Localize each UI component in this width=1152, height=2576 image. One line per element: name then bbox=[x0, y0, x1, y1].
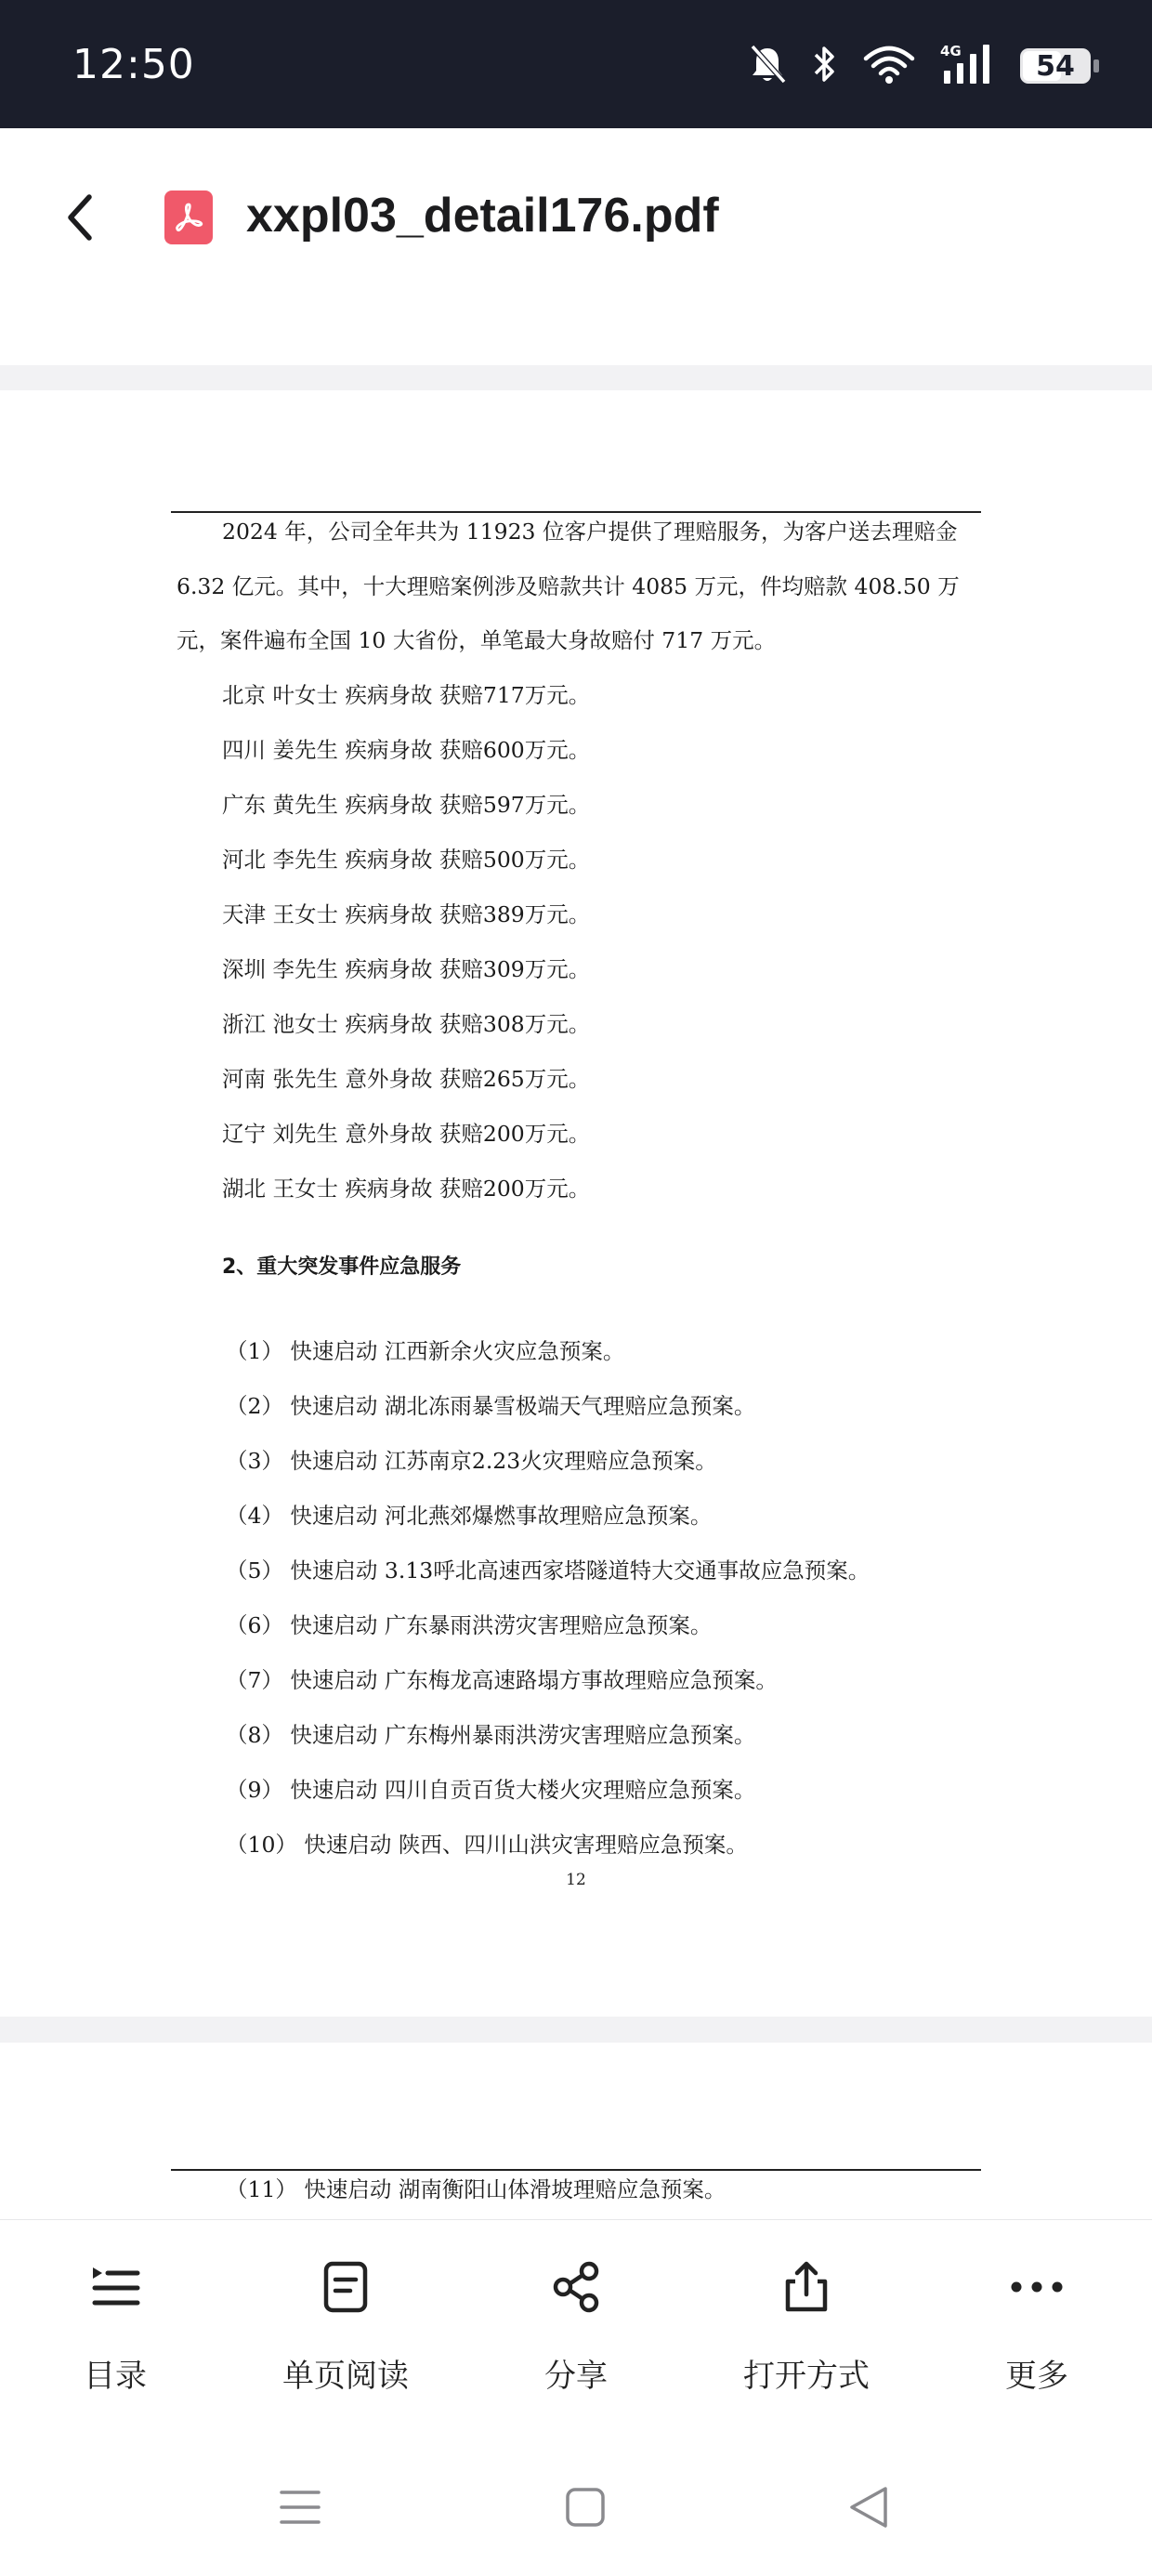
case-item: 浙江 池女士 疾病身故 获赔308万元。 bbox=[222, 1011, 591, 1037]
file-title: xxpl03_detail176.pdf bbox=[246, 189, 719, 243]
plan-item: （4） 快速启动 河北燕郊爆燃事故理赔应急预案。 bbox=[226, 1503, 713, 1529]
page-icon bbox=[318, 2259, 373, 2315]
plan-item: （10） 快速启动 陕西、四川山洪灾害理赔应急预案。 bbox=[226, 1832, 748, 1858]
toolbar-label: 打开方式 bbox=[743, 2358, 870, 2395]
bell-off-icon bbox=[747, 43, 788, 89]
toolbar-label: 分享 bbox=[544, 2358, 608, 2395]
open-with-button[interactable] bbox=[704, 2220, 909, 2434]
single-page-button[interactable] bbox=[243, 2220, 448, 2434]
plan-item: （1） 快速启动 江西新余火灾应急预案。 bbox=[226, 1338, 625, 1364]
system-nav-bar bbox=[0, 2433, 1152, 2576]
pdf-viewer[interactable] bbox=[0, 365, 1152, 2224]
back-button[interactable] bbox=[56, 189, 104, 246]
toolbar-label: 单页阅读 bbox=[282, 2358, 409, 2395]
section-heading: 2、重大突发事件应急服务 bbox=[222, 1255, 462, 1279]
open-with-icon bbox=[779, 2259, 834, 2315]
list-icon bbox=[87, 2259, 143, 2315]
status-time: 12:50 bbox=[72, 41, 195, 88]
plan-item: （5） 快速启动 3.13呼北高速西家塔隧道特大交通事故应急预案。 bbox=[226, 1557, 871, 1584]
header-rule bbox=[171, 511, 981, 513]
plan-item: （7） 快速启动 广东梅龙高速路塌方事故理赔应急预案。 bbox=[226, 1667, 778, 1693]
system-back-button[interactable] bbox=[841, 2479, 897, 2535]
plan-item: （8） 快速启动 广东梅州暴雨洪涝灾害理赔应急预案。 bbox=[226, 1722, 756, 1748]
home-icon bbox=[565, 2487, 606, 2528]
case-item: 北京 叶女士 疾病身故 获赔717万元。 bbox=[222, 682, 591, 708]
case-item: 湖北 王女士 疾病身故 获赔200万元。 bbox=[222, 1176, 591, 1202]
toc-button[interactable] bbox=[13, 2220, 217, 2434]
more-button[interactable] bbox=[935, 2220, 1139, 2434]
plan-item: （6） 快速启动 广东暴雨洪涝灾害理赔应急预案。 bbox=[226, 1612, 713, 1638]
svg-text:4G: 4G bbox=[940, 43, 962, 59]
status-bar bbox=[0, 0, 1152, 128]
share-icon bbox=[548, 2259, 604, 2315]
case-item: 河北 李先生 疾病身故 获赔500万元。 bbox=[222, 847, 591, 873]
status-icons bbox=[747, 43, 1091, 89]
home-button[interactable] bbox=[557, 2479, 613, 2535]
bottom-toolbar bbox=[0, 2219, 1152, 2434]
plan-item: （2） 快速启动 湖北冻雨暴雪极端天气理赔应急预案。 bbox=[226, 1393, 756, 1419]
case-item: 天津 王女士 疾病身故 获赔389万元。 bbox=[222, 901, 591, 927]
bluetooth-icon bbox=[812, 43, 838, 89]
back-arrow-icon bbox=[63, 193, 97, 242]
intro-line: 元，案件遍布全国 10 大省份，单笔最大身故赔付 717 万元。 bbox=[177, 627, 777, 653]
plan-item: （3） 快速启动 江苏南京2.23火灾理赔应急预案。 bbox=[226, 1448, 717, 1474]
header-rule bbox=[171, 2169, 981, 2171]
more-icon bbox=[1009, 2259, 1065, 2315]
case-item: 四川 姜先生 疾病身故 获赔600万元。 bbox=[222, 737, 591, 763]
battery-icon bbox=[1020, 48, 1091, 84]
page-number: 12 bbox=[566, 1871, 586, 1889]
app-header bbox=[0, 128, 1152, 365]
intro-line: 2024 年，公司全年共为 11923 位客户提供了理赔服务，为客户送去理赔金 bbox=[222, 519, 958, 545]
signal-4g-icon bbox=[940, 43, 996, 89]
toolbar-label: 目录 bbox=[84, 2358, 147, 2395]
battery-level: 54 bbox=[1036, 49, 1075, 83]
pdf-page bbox=[0, 2043, 1152, 2224]
pdf-file-icon bbox=[164, 191, 213, 244]
plan-item: （11） 快速启动 湖南衡阳山体滑坡理赔应急预案。 bbox=[226, 2176, 727, 2202]
plan-item: （9） 快速启动 四川自贡百货大楼火灾理赔应急预案。 bbox=[226, 1777, 756, 1803]
back-icon bbox=[848, 2485, 889, 2530]
menu-icon bbox=[278, 2487, 322, 2528]
share-button[interactable] bbox=[474, 2220, 678, 2434]
toolbar-label: 更多 bbox=[1005, 2358, 1068, 2395]
case-item: 广东 黄先生 疾病身故 获赔597万元。 bbox=[222, 792, 591, 818]
case-item: 河南 张先生 意外身故 获赔265万元。 bbox=[222, 1066, 591, 1092]
wifi-icon bbox=[862, 44, 916, 88]
case-item: 深圳 李先生 疾病身故 获赔309万元。 bbox=[222, 956, 591, 982]
intro-line: 6.32 亿元。其中，十大理赔案例涉及赔款共计 4085 万元，件均赔款 408.50 万 bbox=[177, 573, 960, 599]
pdf-page bbox=[0, 390, 1152, 2017]
case-item: 辽宁 刘先生 意外身故 获赔200万元。 bbox=[222, 1121, 591, 1147]
recent-apps-button[interactable] bbox=[272, 2479, 328, 2535]
